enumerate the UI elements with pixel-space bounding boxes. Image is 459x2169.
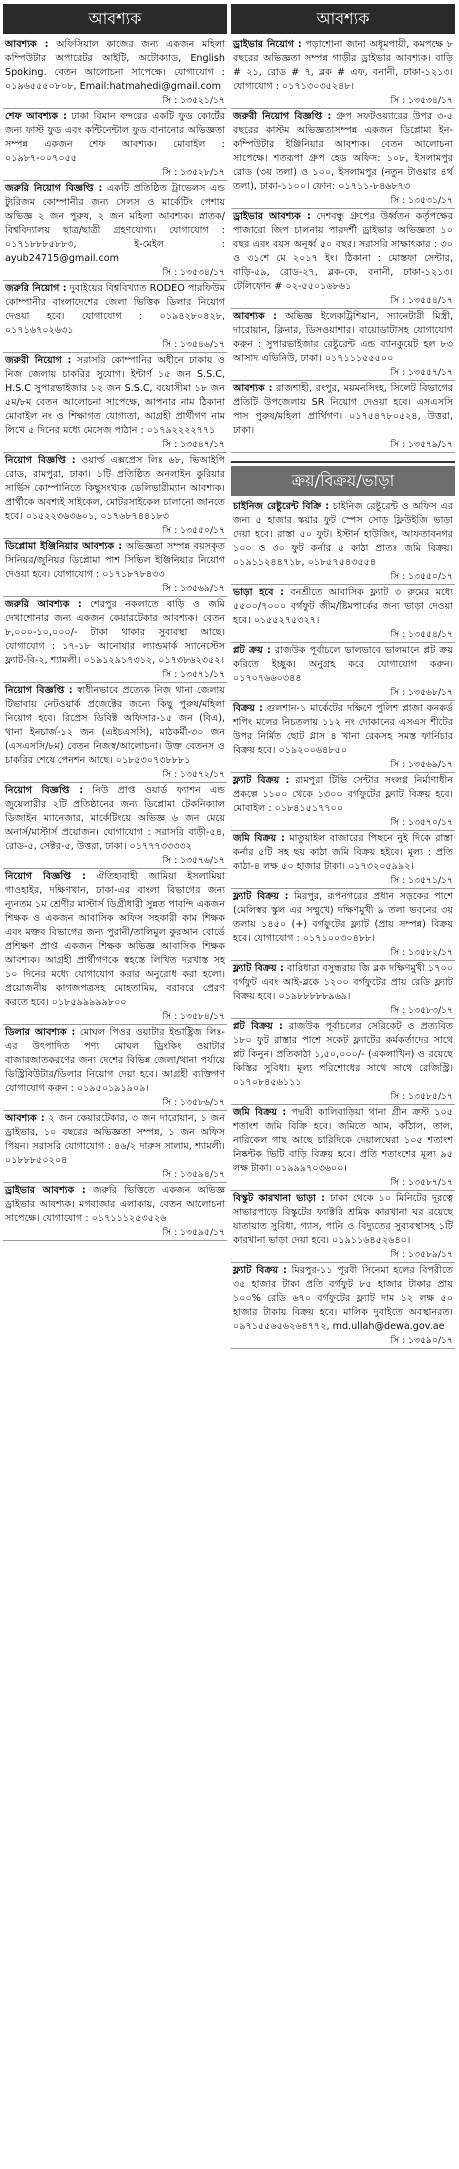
ad-reference: সি : ১৩৫৮৯/১৭ (390, 1249, 453, 1260)
classified-ad (231, 961, 455, 1019)
ad-body: সরাসরি কোম্পানির অধীনে ঢাকায় ও নিজ জেলায় চাকরির সুযোগ। ইন্টার্ণ ১৫ জন S.S.C, H.S.C সুপারভাইজার ১২ জন S.S.C, বয়োসীমা ১৮ জন ৫ম/৮ম বেতন আলোচনা সাপেক্ষে, আপনার নাম ঠিকানা মোবাইল নং ও শিক্ষাগত যোগ্যতা, আগ্রহী প্রার্থীগণ নাম লিখে ৫ দিনের মধ্যে মেসেজ পাঠান : ০১৭৯২২২২৭৭১ (5, 355, 225, 436)
ad-reference: সি : ১৩৫২৮/১৭ (162, 167, 225, 178)
ad-reference: সি : ১৩৫৫৭/১৭ (390, 367, 453, 378)
classified-ad (3, 783, 227, 869)
ad-body: রামপুরা টিভি সেন্টার সংলগ্ন নির্মাণাধীন প্রকল্পে ১১০০ থেকে ১৩০০ বর্গফুটের ফ্ল্যাট বিক্রয় হবে। মোবাইল : ০১৮৪১৫১৭৭০০ (233, 775, 453, 814)
ad-title: ডিপ্লোমা ইঞ্জিনিয়ার আবশ্যক : (5, 541, 123, 552)
ad-body: মাতুয়াইল বাজারের পিছনে নুই দিকে রাস্তা কর্নার ৫টি সহ ছয় কাঠা জমি বিক্রয় হইবে। মূল্য : প্রতি কাঠা-৪ লক্ষ ৫০ হাজার টাকা। ০১৭৩২০৫৯৯২। (233, 833, 453, 872)
ad-title: নিয়োগ বিজ্ঞপ্তি : (5, 685, 73, 696)
right-column (231, 4, 455, 2169)
ad-title: বিস্কুট কারখানা ভাড়া : (233, 1193, 325, 1204)
left-column (3, 4, 227, 2169)
ad-body: দুবাইয়ের বিশ্ববিখ্যাত RODEO পারফিউম কোম্পানীর বাংলাদেশের জেলা ভিত্তিক ডিলার নিয়োগ দেওয়া হবে। যোগাযোগ : ০১৯৪২৮০৪২৮, ০১৭১৬৭০২৬৩১ (5, 283, 226, 336)
ad-title: জমি বিক্রয় : (233, 833, 285, 844)
ad-reference: সি : ১৩৫৪৭/১৭ (162, 439, 225, 450)
ad-reference: সি : ১৩৫৫০/১৭ (390, 571, 453, 582)
ad-reference: সি : ১৩৫৩৪/১৭ (390, 95, 453, 106)
ad-reference: সি : ১৩৫৭১/১৭ (390, 875, 453, 886)
classified-ad (231, 1191, 455, 1263)
ad-reference: সি : ১৩৫৮৬/১৭ (162, 1097, 225, 1108)
classified-ad (3, 1025, 227, 1111)
ad-body: নিউ প্রাপ্ত ওয়ার্ড ফ্যাশন এন্ড জুয়েলারীর ২টি প্রতিষ্ঠানের জন্য ডিপ্লোমা টেকনিক্যাল ডিজাইন ম্যানেজার, মার্কেটিংয়ে অভিজ্ঞ ৬ জন মেয়ে অনার্স/মাস্টার্স প্রয়োজন। যোগাযোগ : সরাসরি বাড়ী-৫৪, রোড-৫, সেক্টর-৫, উত্তরা, ঢাকা। ০১৭৭৭৩৩৩৩২ (5, 785, 225, 852)
ad-title: ভাড়া হবে : (233, 587, 284, 598)
ad-title: প্লট ক্রয় : (233, 645, 271, 656)
ad-title: বিক্রয় : (233, 703, 263, 714)
ad-reference: সি : ১৩৫৮৪/১৭ (162, 1011, 225, 1022)
right-ad-list (231, 37, 455, 453)
ad-body: অফিসিয়াল কাজের জন্য একজন মহিলা কম্পিউটার অপারেটর আইটি, অটোক্যাড, English Spoking. বেতন আলোচনা সাপেক্ষে। যোগাযোগ : ০১৯৬৫৫৫০৮০৮, Email:hatmahedi@gmail.com (5, 39, 225, 92)
ad-title: ড্রাইভার আবশ্যক : (5, 1185, 86, 1196)
ad-body: রাজশাহী, রংপুর, ময়মনসিংহ, সিলেট বিভাগের প্রতিটি উপজেলায় SR নিয়োগ দেওয়া হবে। এসএসসি পাস পুরুষ/মহিলা প্রার্থিগণ। ০১৭৫৪৭৮০৫২৪, উত্তরা, ঢাকা। (233, 383, 453, 436)
ad-reference: সি : ১৩৫২১/১৭ (162, 95, 225, 106)
ad-body: মিরপুর-১১ পূরবী সিনেমা হলের বিপরীতে ৩৫ হাজার টাকা প্রতি বর্গফুট ৮৫ হাজার টাকার প্রায় ১০০% রেডি ৬৭০ বর্গফুটের ফ্ল্যাট দাম ১২ লক্ষ ৫০ হাজার টাকায় বিক্রয় হবে। মালিক দুবাইতে অবস্থানরত। ০৯৭১৫৫৬৫৬২৬৪৭৭২, md.ullah@dewa.gov.ae (233, 1265, 453, 1332)
ad-reference: সি : ১৩৫৫৪/১৭ (390, 295, 453, 306)
ad-reference: সি : ১৩৫৯০/১৭ (390, 1335, 453, 1346)
classified-ad (231, 831, 455, 889)
ad-reference: সি : ১৩৫৩৪/১৭ (162, 267, 225, 278)
ad-title: জরুরি নিয়োগ : (5, 283, 67, 294)
ad-body: মিরপুর, রূপনগরের প্রধান সড়কের পাশে (মেলিস্বর স্কুল এর সম্মুখে) দক্ষিণমুখী ৯ তলা ভবনের ৩য় তলায় ১৪৫০ (+) বর্গফুটের ফ্ল্যাট (প্রায় সম্পন্ন) বিক্রয় হবে। যোগাযোগ : ০১৭১০০৩০৪৮৮। (233, 891, 453, 944)
ad-body: শেরপুর নকলাতে বাড়ি ও জমি দেখাশোনার জন্য একজন কেয়ারটেকার আবশ্যক। বেতন ৮,০০০-১০,০০০/- টাকা থাকার সুব্যবস্থা আছে। যোগাযোগ : ১৭-১৮ আনোয়ার ল্যান্ডমার্ক স্যানেস্টেস ফ্ল্যাট-বি-২, শ্যামলী। ০১৯১২৯১৭৩১২, ০১৭৩৮৬২৩৫২। (5, 599, 225, 666)
ad-body: ঢাকা বিমান বন্দরের একটি ফুড কোর্টের জন্য ফাস্ট ফুড এবং কন্টিনেন্টাল ফুড বানানোর অভিজ্ঞতা সম্পন্ন একজন শেফ আবশ্যক। মোবাইল : ০১৯৮৭-০০৭০৫৫ (5, 111, 225, 164)
ad-reference: সি : ১৩৫৭৬/১৭ (162, 855, 225, 866)
ad-body: ঢাকা থেকে ১০ মিনিটের দূরত্বে সাভারপাড়ে বিস্কুটের ফ্যাক্টরি শ্রমিক কারখানা ঘর রয়েছে যাতায়াত সুবিধা, গ্যাস, পানি ও বিদ্যুতের সুব্যবস্থাসহ ১টি কারখানা ভাড়া দেয়া হবে। ০১৯১১৬৪৫২৬৪০। (233, 1193, 453, 1246)
classified-ad (231, 643, 455, 701)
classified-ad (3, 597, 227, 683)
ad-body: গুলশান-১ মার্কেটের দক্ষিণে পুলিশ প্লাজা কনকর্ড শপিং মলের নিচতলায় ১১২ নং দোকানের এসএস শীটের উপর নির্মিত ছোট গ্লাস ৪ খানা রেকসহ সমস্ত ফার্নিচার বিক্রয় হবে। ০১৯২০০৬৪৮৫০ (233, 703, 453, 756)
ad-body: ২ জন কেয়ারটেকার, ৩ জন দারোয়ান, ১ জন ড্রাইভার, ১০ বছরের অভিজ্ঞতা সম্পন্ন, ১ জন অফিস পিয়ন। সরাসরি যোগাযোগ : ৪৬/২ দারুস সালাম, শ্যামলী। ০১৮৮৮৫০২০৪ (5, 1113, 225, 1166)
ad-body: জরুরি ভিত্তিতে একজন অভিজ্ঞ ড্রাইভার আবশ্যক। মগবাজার এলাকায়, বেতন আলোচনা সাপেক্ষে। যোগাযোগ : ০১৭১১১২৫৩৫২৬ (5, 1185, 226, 1224)
ad-title: নিয়োগ বিজ্ঞপ্তি : (5, 871, 86, 882)
ad-body: ঐতিহ্যবাহী জামিয়া ইসলামিয়া গাওহাইর, দক্ষিণখান, ঢাকা-এর বাংলা বিভাগের জন্য ন্যূনতম ১ম শ্রেণীর মাস্টার্স ডিগ্রীধারী সুন্নত পাবন্দি একজন শিক্ষক ও একজন আবাসিক অফিস সহকারী কাম শিক্ষক এবং মক্তব বিভাগের জন্য পুরানী/তালিমুল কুরআন বোর্ডে প্রশিক্ষণ প্রাপ্ত একজন শিক্ষক অভিজ্ঞ আবাসিক শিক্ষক আবশ্যক। আগ্রহী প্রার্থীগণকে স্বহস্তে লিখিত দরখাস্ত সহ ১০ দিনের মধ্যে যোগাযোগ করার অনুরোধ করা হলো। প্রয়োজনীয় কাগজপত্রসহ মোহতামিম, বরাবরে প্রেরণ করতে হবে। ০১৮৫৯৯৯৯৯৮০০ (5, 871, 225, 1008)
ad-title: ফ্ল্যাট বিক্রয় : (233, 963, 284, 974)
ad-body: দেশবন্ধু গ্রুপের উর্ধ্বতন কর্তৃপক্ষের পাজারো জিপ চালনায় পারদর্শী ড্রাইভার অভিজ্ঞতা ১০ বছর এবং বয়স অনূর্ধ্ব ৫০ বছর। সরাসরি সাক্ষাৎকার : ৩০ ও ৩১শে মে ২০১৭ ইং। ঠিকানা : মোস্তফা সেন্টার, বাড়ি-৫৯, রোড-২৭, ব্লক-কে, বনানী, ঢাকা-১২১৩। টেলিফোন # ০২-৫৫০১৬৮৬১ (233, 211, 453, 292)
ad-reference: সি : ১৩৫৮৩/১৭ (390, 1005, 453, 1016)
ad-body: গ্রুপ সফটওয়্যারের উপর ৩-৫ বছরের কাস্টম অভিজ্ঞতাসম্পন্ন একজন ডিপ্লোমা ইন-কম্পিউটার ইঞ্জিনিয়ার আবশ্যক। বেতন আলোচনা সাপেক্ষে। শতরূপা গ্রুপ হেড অফিস: ১০৮, ইসলামপুর রোড (৩য় তলা) ও ১০০, ইসলামপুর (নতুন টাওয়ার ৪র্থ তলা), ঢাকা-১১০০। ফোন: ০১৭১১-৮৪৬৮৭৩ (233, 111, 453, 192)
classified-ad (231, 37, 455, 109)
section-divider (231, 453, 455, 463)
ad-reference: সি : ১৩৫৭১/১৭ (162, 669, 225, 680)
ad-title: শেফ আবশ্যক : (5, 111, 67, 122)
classified-ad (231, 1263, 455, 1349)
classified-ad (231, 773, 455, 831)
classified-ad (231, 499, 455, 585)
ad-body: একটি প্রতিষ্ঠিত ট্রাভেলস এন্ড ট্যুরিজম কোম্পানীর জন্য সেলস ও মার্কেটিং পেশায় অভিজ্ঞ ২ জন পুরুষ, ২ জন মহিলা আবশ্যক। স্নাতক/বিশ্ববিদ্যালয় ছাত্র/ছাত্রী গ্রহণযোগ্য। যোগাযোগ : ০১৭১৮৮৮৫৮৮৩, ই-মেইল : ayub24715@gmail.com (5, 183, 225, 264)
ad-reference: সি : ১৩৫৩১/১৭ (390, 195, 453, 206)
ad-title: জমি বিক্রয় : (233, 1107, 287, 1118)
ad-title: ড্রাইভার নিয়োগ : (233, 39, 302, 50)
ad-body: অভিজ্ঞ ইলেকট্রিশিয়ান, স্যানেটারী মিস্ত্রী, দারোয়ান, ক্লিনার, ডিসওয়াশার। বায়োডাটাসহ যোগাযোগ করুন : সুপারভাইজার রেষ্টুরেন্ট এন্ড ব্যানকুয়েট হল ৮৩ আসাদ এভিনিউ, ঢাকা। ০১৭১১১৫৫৫০০ (233, 311, 453, 364)
left-ad-list (3, 37, 227, 1241)
classified-ad (3, 281, 227, 353)
section-header-wanted-left: আবশ্যক (3, 4, 227, 34)
ad-reference: সি : ১৩৫৭০/১৭ (390, 817, 453, 828)
ad-reference: সি : ১৩৫৪৬/১৭ (162, 339, 225, 350)
ad-reference: সি : ১৩৫৬৯/১৭ (390, 759, 453, 770)
ad-reference: সি : ১৩৫৬৮/১৭ (390, 687, 453, 698)
classified-ad (231, 889, 455, 961)
ad-reference: সি : ১৩৫৯৫/১৭ (162, 1227, 225, 1238)
classified-ad (3, 869, 227, 1025)
ad-title: প্লট বিক্রয় : (233, 1021, 283, 1032)
ad-title: চাইনিজ রেষ্টুরেন্ট বিক্রি : (233, 501, 330, 512)
ad-title: আবশ্যক : (233, 311, 278, 322)
ad-body: মোঘল পিওর ওয়াটার ইন্ডাষ্ট্রিজ লিঃ-এর উৎপাদিত পণ্য মোঘল ড্রিংকিং ওয়াটার বাজারজাতকরণের জন্য দেশের বিভিন্ন জেলা/থানা পর্যায়ে ডিস্ট্রিবিউটার/ডিলার নিয়োগ দেয়া হবে। আগ্রহী ব্যক্তিগণ যোগাযোগ করুন : ০১৯৫০১৯১৯০৯। (5, 1027, 226, 1094)
ad-reference: সি : ১৩৫৬৯/১৭ (162, 583, 225, 594)
ad-reference: সি : ১৩৫৭২/১৭ (162, 769, 225, 780)
ad-reference: সি : ১৩৫৮২/১৭ (390, 947, 453, 958)
classified-ad (3, 353, 227, 453)
ad-title: ফ্ল্যাট বিক্রয় : (233, 1265, 287, 1276)
ad-reference: সি : ১৩৫৮৭/১৭ (390, 1177, 453, 1188)
classified-ad (3, 539, 227, 597)
classified-ad (3, 1111, 227, 1183)
ad-body: রাজউক পূর্বাচলে ভালভাবে ভালমানে প্লট ক্রয় করিতে ইচ্ছুক। অনুগ্রহ করে যোগাযোগ করুন। ০১৭০৭৬৬০৩৪৪ (233, 645, 453, 684)
section-header-wanted-right: আবশ্যক (231, 4, 455, 34)
ad-reference: সি : ১৩৫৫০/১৭ (162, 525, 225, 536)
classified-ad (231, 381, 455, 453)
classified-ad (3, 1183, 227, 1241)
classified-ad (231, 309, 455, 381)
ad-title: নিয়োগ বিজ্ঞপ্তি : (5, 455, 76, 466)
classified-ad (231, 209, 455, 309)
ad-title: ফ্ল্যাট বিক্রয় : (233, 891, 289, 902)
classified-ad (3, 37, 227, 109)
buy-sell-ad-list (231, 499, 455, 1349)
ad-title: জরুরী নিয়োগ বিজ্ঞপ্তি : (233, 111, 332, 122)
ad-reference: সি : ১৩৫৭৯/১৭ (390, 439, 453, 450)
ad-body: বনশ্রীতে আবাসিক ফ্ল্যাট ৩ রুমের মধ্যে ৫৫০০/৭০০০ বর্গফুট জীম/ষ্টিমপার্কের জন্য ভাড়া দেওয়া হবে। ০১৫৫২৭৫৩২৭। (233, 587, 453, 626)
classified-ad (231, 1019, 455, 1105)
ad-title: জরুরী নিয়োগ : (5, 355, 72, 366)
ad-title: নিয়োগ বিজ্ঞপ্তি : (5, 785, 84, 796)
ad-body: ওয়ার্ল্ড এক্সপ্রেস লিঃ ৬৮, ভিআইপি রোড, রামপুরা, ঢাকা। ১টি প্রতিষ্ঠিত অনলাইন কুরিয়ার সার্ভিস কোম্পানিতে কিছুসংখ্যক ডেলিভারীম্যান আবশ্যক। প্রার্থীকে অবশ্যই সাইকেল, মোটরসাইকেল চালানো জানতে হবে। ০১৫২২৩৬৩৬০১, ০১৭৬৮৭৪৪১৮৩ (5, 455, 225, 522)
ad-body: পড়াশোনা জানা অধূমপায়ী, কমপক্ষে ৮ বছরের অভিজ্ঞতা সম্পন্ন গাড়ীর ড্রাইভার আবশ্যক। বাড়ি # ২১, রোড # ৭, ব্লক # এফ, বনানী, ঢাকা-১২১৩। যোগাযোগ : ০১৭১৩০৩৫২৪৮। (233, 39, 453, 92)
ad-title: জরুরি আবশ্যক : (5, 599, 82, 610)
classified-ad (231, 109, 455, 209)
ad-title: ড্রাইভার আবশ্যক : (233, 211, 311, 222)
ad-title: আবশ্যক : (5, 39, 49, 50)
classified-ad (231, 585, 455, 643)
ad-body: স্বাধীনভাবে প্রত্যেক নিজ থানা জেলায় টিভাবায় নেটওয়ার্ক প্রজেক্টের জন্যে কিছু পুরুষ/মহিলা নিয়োগ হবে। রিপ্রেস ডিবিক্ট অফিসার-১৫ জন (বিএ), থানা ইনচার্জ-১২ জন (এইচএসসি), মাঠকর্মী-৩০ জন (এসএসসি/৮ম) বেতন নিজস্ব/আলোচনা। উক্ত বেতনস ও চাকরির শেষে পেনশন আছে। ০১৮৫৩০৭৩৮৮৮১ (5, 685, 225, 766)
ad-reference: সি : ১৩৫৫৪/১৭ (390, 629, 453, 640)
classified-ad (3, 109, 227, 181)
classified-ad (231, 701, 455, 773)
ad-title: ডিলার আবশ্যক : (5, 1027, 76, 1038)
ad-reference: সি : ১৩৫৮৫/১৭ (390, 1091, 453, 1102)
classified-ad (3, 683, 227, 783)
classified-ad (231, 1105, 455, 1191)
ad-reference: সি : ১৩৫৯৪/১৭ (162, 1169, 225, 1180)
ad-body: চাইনিজ রেষ্টুরেন্ট ও অফিস এর জন্য ৫ হাজার স্কয়ার ফুট স্পেস সোড় ফ্লিউইজি ভাড়া দেয়া হবে। রাস্তা ৫০ ফুট। ইস্টার্ন হাউজিং, আফতাবনগর ১০০ ও ৩০ ফুট কর্নার ৫ কাঠা প্রাতঃ জমি বিক্রয়। ০১৯১১২৪৪৭১৮, ০১৮৫৭৫৪৩৫৫৪ (233, 501, 453, 568)
ad-body: অভিজ্ঞতা সম্পন্ন বয়সকৃত সিনিয়র/জুনিয়র ডিপ্লোমা পাশ সিভিল ইঞ্জিনিয়ার নিয়োগ দেওয়া হবে। যোগাযোগ : ০১৭১৮৭৮৪৩৩ (5, 541, 225, 580)
ad-body: পদ্মবী কালিবাড়িয়া থানা গ্রীন ক্রস্ট ১০৫ শতাংশ জমি বিক্রি হবে। জমিতে আম, কাঁঠাল, তাল, নারিকেল গাছ আছে চারিদিকে দেয়ালঘেরা ১০৫ শতাংশ নিষ্কন্টক ভিটি বাড়ি বিক্রয় হবে। প্রতি শতাংশের মূল্য ৯৫ লক্ষ টাকা। ০১৯৯৯৭০৩৬০০। (233, 1107, 453, 1174)
ad-body: রাজউক পূর্বাচলের সেরিকেট ও প্রত্যবিত ১৮০ ফুট রাস্তার পাশে সকেট ফ্ল্যাটের কর্মকর্তাদের সাথে প্লট কিনুন। প্রতিকাঠা ১,৫০,০০০/- (একলাখিন) ও রয়েছে কিস্তির সুবিধা। মূল্য পরিশোধের সাথে সাথে রেজিস্ট্রি। ০১৭০৮৪৫৬১১১ (233, 1021, 453, 1088)
ad-title: আবশ্যক : (233, 383, 273, 394)
ad-title: জরুরি নিয়োগ বিজ্ঞপ্তি : (5, 183, 103, 194)
ad-title: আবশ্যক : (5, 1113, 45, 1124)
classified-ad (3, 181, 227, 281)
ad-body: বারিধারা বসুন্ধরায় জি ব্লক দক্ষিণমুখী ১৭০০ বর্গফুট এবং আই-ব্লকে ১২০০ বর্গফুটের প্রায় রেডি ফ্ল্যাট বিক্রয় হবে। ০১৯৮৮৮৮৮৯৬৯। (233, 963, 453, 1002)
section-header-buy-sell-rent: ক্রয়/বিক্রয়/ভাড়া (231, 466, 455, 496)
classified-ad (3, 453, 227, 539)
ad-title: ফ্ল্যাট বিক্রয় : (233, 775, 290, 786)
